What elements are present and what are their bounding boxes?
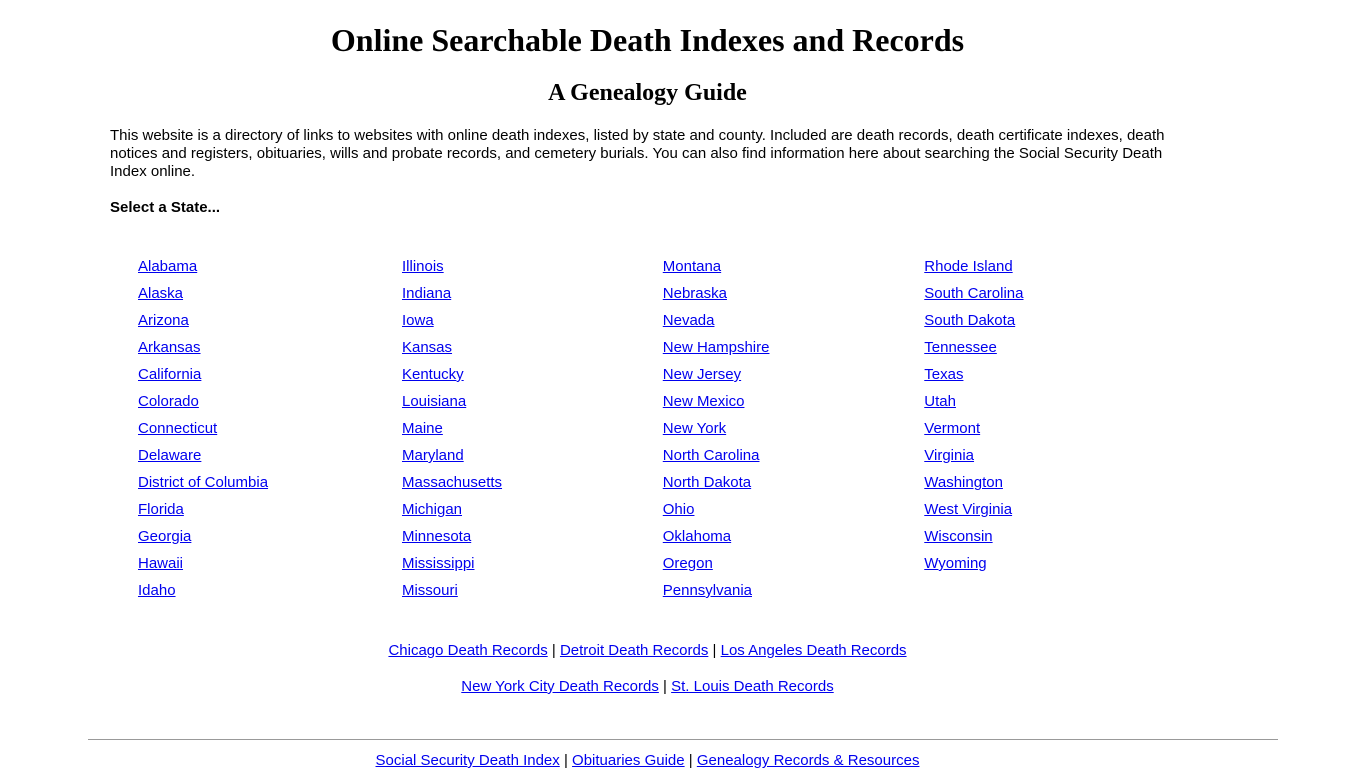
state-list-item [402,523,663,550]
state-link[interactable]: Wyoming [924,555,987,572]
state-list-item [402,280,663,307]
state-list-item [138,577,402,604]
state-list-item [663,307,925,334]
state-link[interactable]: Illinois [401,258,444,275]
city-links-row-1 [110,642,1185,660]
state-list-item [663,496,925,523]
state-list-item [402,253,663,280]
state-list-item [402,496,663,523]
city-link-item [671,678,834,695]
state-link[interactable]: Connecticut [138,420,218,437]
state-link[interactable]: Hawaii [138,555,184,572]
state-link[interactable]: Delaware [138,447,202,464]
separator-pipe: | [563,752,568,768]
main-content [110,22,1185,696]
state-link[interactable]: Idaho [138,582,176,599]
footer-links [110,752,1185,768]
state-list-item [402,388,663,415]
states-column-2 [402,253,663,604]
state-link[interactable]: Arizona [138,312,189,329]
state-link[interactable]: Rhode Island [924,258,1013,275]
state-link[interactable]: Montana [662,258,722,275]
separator-pipe: | [688,752,693,768]
divider [88,739,1278,740]
state-link[interactable]: North Carolina [662,447,760,464]
separator-pipe: | [712,642,717,659]
footer-link-item [376,752,573,768]
state-link[interactable]: New Hampshire [662,339,770,356]
state-link[interactable]: New Mexico [662,393,745,410]
city-death-records-link[interactable]: New York City Death Records [461,678,659,695]
state-link[interactable]: Maine [401,420,443,437]
state-link[interactable]: Maryland [401,447,464,464]
city-death-records-link[interactable]: Los Angeles Death Records [720,642,907,659]
state-link[interactable]: New Jersey [662,366,742,383]
state-list-item [924,253,1185,280]
state-list-item [138,415,402,442]
footer-link[interactable]: Genealogy Records & Resources [696,752,920,768]
state-link[interactable]: Minnesota [401,528,472,545]
city-death-records-link[interactable]: Detroit Death Records [559,642,709,659]
state-link[interactable]: Pennsylvania [662,582,752,599]
state-list-item [402,361,663,388]
state-list-item [138,253,402,280]
state-list-item [402,442,663,469]
states-row [138,253,1185,604]
page-subtitle: A Genealogy Guide [548,80,747,106]
state-list-item [663,442,925,469]
state-link[interactable]: Florida [138,501,184,518]
state-link[interactable]: Oregon [662,555,713,572]
state-link[interactable]: Colorado [138,393,199,410]
state-link[interactable]: Vermont [924,420,981,437]
intro-text: This website is a directory of links to websites with online death indexes, listed by state and county. Included are death records, death certificate indexes, death notices and registers, obituaries, wills and probate records, and cemetery burials. You can also find information here about searching the Social Security Death Index online. [110,127,1165,180]
state-list-item [402,469,663,496]
separator-pipe: | [551,642,556,659]
state-link[interactable]: Iowa [401,312,434,329]
page-title: Online Searchable Death Indexes and Records [330,22,965,58]
state-list-item [924,469,1185,496]
city-link-item [560,642,721,659]
states-column-4 [924,253,1185,604]
city-death-records-link[interactable]: St. Louis Death Records [671,678,834,695]
state-list-item [924,442,1185,469]
states-column-1 [138,253,402,604]
state-list-item [138,523,402,550]
state-link[interactable]: California [138,366,202,383]
state-list-item [924,307,1185,334]
states-column-3 [663,253,925,604]
state-list-item [138,307,402,334]
state-link[interactable]: Oklahoma [662,528,732,545]
footer [110,752,1185,768]
state-list-item [663,361,925,388]
state-list-item [924,280,1185,307]
state-list-item [924,523,1185,550]
state-link[interactable]: Kansas [401,339,453,356]
state-list-item [138,280,402,307]
state-list-item [138,469,402,496]
state-link[interactable]: Georgia [138,528,192,545]
state-list-item [663,388,925,415]
state-link[interactable]: Alabama [138,258,198,275]
city-link-item [461,678,671,695]
city-link-item [388,642,560,659]
state-list-item [663,523,925,550]
state-link[interactable]: South Carolina [924,285,1024,302]
state-list-item [924,388,1185,415]
state-link[interactable]: Texas [924,366,964,383]
state-list-item [663,280,925,307]
state-list-item [663,469,925,496]
state-link[interactable]: New York [662,420,727,437]
state-link[interactable]: Wisconsin [924,528,993,545]
state-link[interactable]: Mississippi [401,555,475,572]
state-list-item [924,496,1185,523]
state-link[interactable]: Virginia [924,447,975,464]
footer-link[interactable]: Social Security Death Index [375,752,560,768]
state-link[interactable]: Nevada [662,312,715,329]
select-state-heading: Select a State... [110,199,221,216]
state-list-item [402,307,663,334]
state-list-item [402,550,663,577]
state-link[interactable]: Massachusetts [401,474,503,491]
state-link[interactable]: Michigan [401,501,463,518]
state-list-item [138,388,402,415]
state-link[interactable]: Louisiana [401,393,467,410]
state-list-item [663,253,925,280]
state-list-item [663,334,925,361]
state-link[interactable]: North Dakota [662,474,752,491]
state-list-item [138,442,402,469]
state-link[interactable]: Tennessee [924,339,997,356]
footer-link[interactable]: Obituaries Guide [572,752,685,768]
separator-pipe: | [663,678,667,695]
state-list-item [402,577,663,604]
state-list-item [924,361,1185,388]
states-table [138,253,1185,604]
city-links-row-2 [110,678,1185,696]
state-list-item [138,334,402,361]
state-link[interactable]: Missouri [401,582,458,599]
state-link[interactable]: Arkansas [138,339,201,356]
state-list-item [138,361,402,388]
state-link[interactable]: District of Columbia [138,474,269,491]
state-list-item [924,334,1185,361]
state-list-item [663,550,925,577]
city-death-records-link[interactable]: Chicago Death Records [388,642,548,659]
city-link-item [721,642,907,659]
state-link[interactable]: South Dakota [924,312,1016,329]
state-list-item [402,415,663,442]
state-list-item [138,496,402,523]
state-list-item [402,334,663,361]
state-list-item [663,577,925,604]
state-list-item [924,415,1185,442]
state-link[interactable]: West Virginia [924,501,1013,518]
state-list-item [138,550,402,577]
state-link[interactable]: Kentucky [401,366,464,383]
state-list-item [663,415,925,442]
state-link[interactable]: Utah [924,393,956,410]
state-list-item [924,550,1185,577]
state-link[interactable]: Nebraska [662,285,727,302]
state-link[interactable]: Indiana [401,285,452,302]
state-link[interactable]: Alaska [138,285,184,302]
footer-link-item [697,752,920,768]
state-link[interactable]: Ohio [662,501,695,518]
footer-link-item [572,752,697,768]
state-link[interactable]: Washington [924,474,1003,491]
